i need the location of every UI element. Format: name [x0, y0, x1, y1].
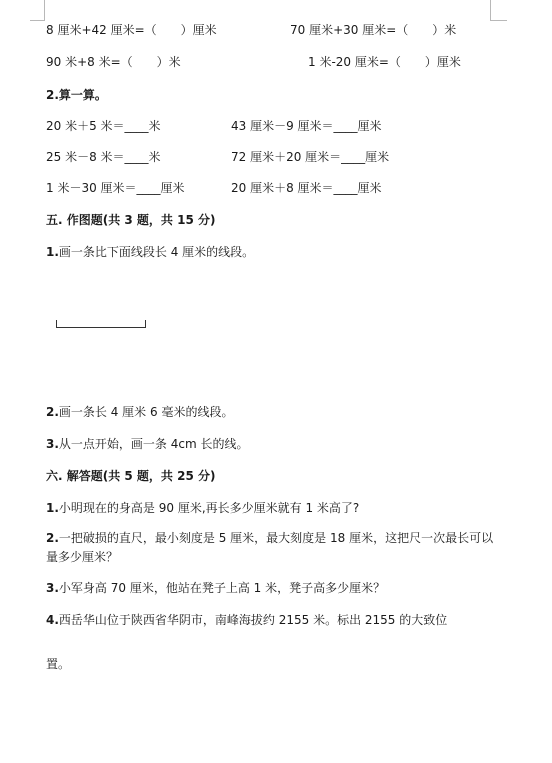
fill-blank-item: 70 厘米+30 厘米=（ ）米 — [290, 23, 457, 37]
calc-item: 1 米－30 厘米＝____厘米 — [46, 181, 185, 195]
section-title: 五. 作图题(共 3 题，共 15 分) — [46, 213, 216, 227]
section-title: 六. 解答题(共 5 题，共 25 分) — [46, 469, 216, 483]
question-text: 3.从一点开始，画一条 4cm 长的线。 — [46, 437, 249, 451]
calc-item: 20 厘米＋8 厘米＝____厘米 — [231, 181, 382, 195]
fill-blank-item: 90 米+8 米=（ ）米 — [46, 55, 181, 69]
fill-blank-item: 8 厘米+42 厘米=（ ）厘米 — [46, 23, 217, 37]
question-text: 1.画一条比下面线段长 4 厘米的线段。 — [46, 245, 255, 259]
calc-item: 72 厘米＋20 厘米＝____厘米 — [231, 150, 390, 164]
calc-item: 43 厘米－9 厘米＝____厘米 — [231, 119, 382, 133]
question-text: 2.画一条长 4 厘米 6 毫米的线段。 — [46, 405, 234, 419]
calc-item: 25 米－8 米＝____米 — [46, 150, 161, 164]
fill-blank-item: 1 米-20 厘米=（ ）厘米 — [308, 55, 461, 69]
question-text: 1.小明现在的身高是 90 厘米,再长多少厘米就有 1 米高了? — [46, 501, 360, 515]
question-text: 4.西岳华山位于陕西省华阴市，南峰海拔约 2155 米。标出 2155 的大致位 — [46, 613, 448, 627]
question-text: 2.一把破损的直尺，最小刻度是 5 厘米，最大刻度是 18 厘米，这把尺一次最长可以量多少厘米？ — [46, 531, 494, 564]
crop-mark-top-right — [490, 0, 507, 21]
question-text-continued: 置。 — [46, 657, 71, 671]
calc-item: 20 米＋5 米＝____米 — [46, 119, 161, 133]
question-text: 3.小军身高 70 厘米，他站在凳子上高 1 米，凳子高多少厘米？ — [46, 581, 386, 595]
crop-mark-top-left — [30, 0, 45, 21]
reference-line-segment — [56, 320, 146, 328]
question-title: 2.算一算。 — [46, 88, 107, 102]
